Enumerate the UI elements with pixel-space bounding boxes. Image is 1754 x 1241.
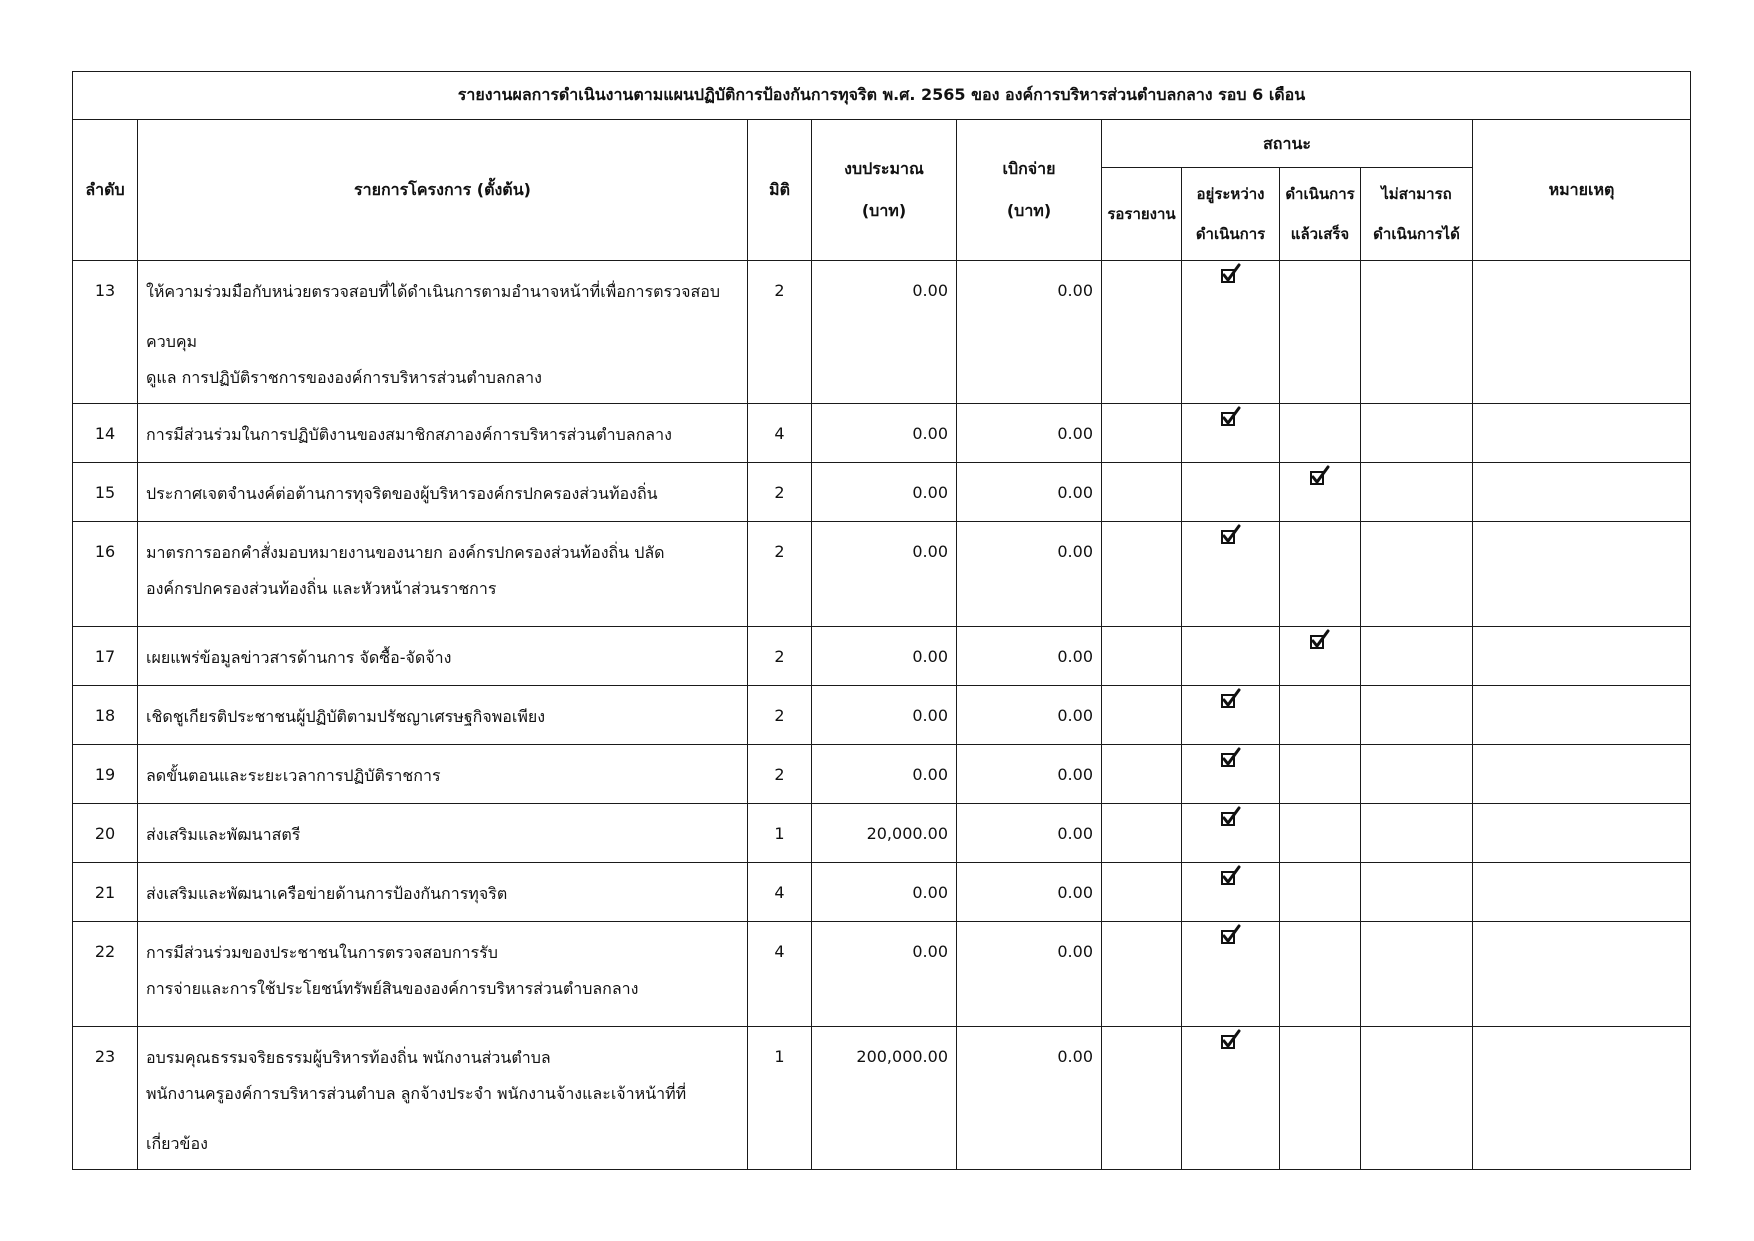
row-remarks — [1473, 686, 1691, 745]
row-project — [138, 463, 748, 522]
row-budget: 0.00 — [812, 261, 957, 404]
row-project — [138, 522, 748, 627]
row-status-in-progress — [1182, 686, 1280, 745]
row-status-done — [1280, 804, 1361, 863]
row-status-unable — [1361, 627, 1473, 686]
header-budget-line1: งบประมาณ — [844, 159, 924, 178]
table-row — [73, 1027, 1691, 1170]
row-spent: 0.00 — [957, 804, 1102, 863]
row-dimension: 1 — [748, 804, 812, 863]
header-dimension: มิติ — [748, 120, 812, 261]
table-row — [73, 922, 1691, 1027]
row-project-line: เชิดชูเกียรติประชาชนผู้ปฏิบัติตามปรัชญาเศรษฐกิจพอเพียง — [146, 707, 546, 726]
checkbox-checked-icon — [1220, 406, 1242, 428]
row-status-done — [1280, 463, 1361, 522]
row-project-line: การมีส่วนร่วมของประชาชนในการตรวจสอบการรับ — [146, 943, 498, 962]
row-project-line: ดูแล การปฏิบัติราชการขององค์การบริหารส่วนตำบลกลาง — [146, 368, 542, 387]
row-status-unable — [1361, 863, 1473, 922]
row-spent: 0.00 — [957, 261, 1102, 404]
row-project-line: องค์กรปกครองส่วนท้องถิ่น และหัวหน้าส่วนราชการ — [146, 579, 497, 598]
row-status-unable — [1361, 745, 1473, 804]
row-project — [138, 686, 748, 745]
row-dimension: 2 — [748, 463, 812, 522]
report-title: รายงานผลการดำเนินงานตามแผนปฏิบัติการป้องกันการทุจริต พ.ศ. 2565 ของ องค์การบริหารส่วนตำบลกลาง รอบ 6 เดือน — [73, 72, 1691, 120]
row-budget: 0.00 — [812, 686, 957, 745]
checkbox-checked-icon — [1220, 263, 1242, 285]
header-spent — [957, 120, 1102, 261]
row-spent: 0.00 — [957, 745, 1102, 804]
row-spent: 0.00 — [957, 404, 1102, 463]
row-project-line: ส่งเสริมและพัฒนาเครือข่ายด้านการป้องกันการทุจริต — [146, 884, 508, 903]
row-status-unable — [1361, 463, 1473, 522]
row-budget: 0.00 — [812, 404, 957, 463]
header-status-unable-line1: ไม่สามารถ — [1381, 185, 1452, 203]
row-budget: 0.00 — [812, 463, 957, 522]
row-dimension: 2 — [748, 627, 812, 686]
row-seq: 22 — [73, 922, 138, 1027]
row-project — [138, 261, 748, 404]
row-remarks — [1473, 922, 1691, 1027]
row-status-in-progress — [1182, 863, 1280, 922]
row-seq: 16 — [73, 522, 138, 627]
row-remarks — [1473, 863, 1691, 922]
row-dimension: 2 — [748, 686, 812, 745]
row-status-pending — [1102, 463, 1182, 522]
table-row — [73, 463, 1691, 522]
checkbox-checked-icon — [1309, 629, 1331, 651]
row-status-pending — [1102, 804, 1182, 863]
row-seq: 14 — [73, 404, 138, 463]
row-project-line: เผยแพร่ข้อมูลข่าวสารด้านการ จัดซื้อ-จัดจ้าง — [146, 648, 452, 667]
row-status-done — [1280, 745, 1361, 804]
row-status-pending — [1102, 922, 1182, 1027]
header-budget-line2: (บาท) — [861, 201, 907, 220]
row-status-pending — [1102, 522, 1182, 627]
header-status-pending: รอรายงาน — [1102, 168, 1182, 261]
row-status-pending — [1102, 745, 1182, 804]
row-status-unable — [1361, 922, 1473, 1027]
row-project-line: ประกาศเจตจำนงค์ต่อต้านการทุจริตของผู้บริหารองค์กรปกครองส่วนท้องถิ่น — [146, 484, 658, 503]
row-status-in-progress — [1182, 1027, 1280, 1170]
header-spent-line1: เบิกจ่าย — [1002, 159, 1056, 178]
row-status-done — [1280, 922, 1361, 1027]
header-status-in-progress-line1: อยู่ระหว่าง — [1196, 185, 1265, 203]
report-body — [73, 261, 1691, 1170]
row-status-pending — [1102, 686, 1182, 745]
table-row — [73, 863, 1691, 922]
header-status-in-progress-line2: ดำเนินการ — [1195, 225, 1266, 243]
row-budget: 0.00 — [812, 627, 957, 686]
row-dimension: 4 — [748, 922, 812, 1027]
row-status-in-progress — [1182, 463, 1280, 522]
checkbox-checked-icon — [1220, 924, 1242, 946]
checkbox-checked-icon — [1220, 524, 1242, 546]
row-project-line: พนักงานครูองค์การบริหารส่วนตำบล ลูกจ้างประจำ พนักงานจ้างและเจ้าหน้าที่ที่เกี่ยวข้อง — [146, 1084, 687, 1153]
row-project — [138, 627, 748, 686]
table-row — [73, 686, 1691, 745]
row-budget: 20,000.00 — [812, 804, 957, 863]
row-project-line: ลดขั้นตอนและระยะเวลาการปฏิบัติราชการ — [146, 766, 441, 785]
header-status-done-line1: ดำเนินการ — [1285, 185, 1355, 203]
row-status-pending — [1102, 627, 1182, 686]
row-status-done — [1280, 1027, 1361, 1170]
row-status-in-progress — [1182, 922, 1280, 1027]
row-project — [138, 863, 748, 922]
row-dimension: 2 — [748, 745, 812, 804]
row-status-unable — [1361, 1027, 1473, 1170]
row-status-done — [1280, 627, 1361, 686]
checkbox-checked-icon — [1220, 747, 1242, 769]
table-row — [73, 404, 1691, 463]
row-status-in-progress — [1182, 745, 1280, 804]
row-status-unable — [1361, 804, 1473, 863]
row-remarks — [1473, 627, 1691, 686]
row-status-in-progress — [1182, 404, 1280, 463]
row-project — [138, 804, 748, 863]
row-budget: 200,000.00 — [812, 1027, 957, 1170]
row-status-pending — [1102, 863, 1182, 922]
table-row — [73, 745, 1691, 804]
row-dimension: 4 — [748, 404, 812, 463]
row-remarks — [1473, 522, 1691, 627]
row-project-line: มาตรการออกคำสั่งมอบหมายงานของนายก องค์กรปกครองส่วนท้องถิ่น ปลัด — [146, 543, 665, 562]
row-spent: 0.00 — [957, 1027, 1102, 1170]
row-status-in-progress — [1182, 627, 1280, 686]
row-status-in-progress — [1182, 804, 1280, 863]
header-status-in-progress — [1182, 168, 1280, 261]
row-spent: 0.00 — [957, 627, 1102, 686]
row-status-pending — [1102, 404, 1182, 463]
row-seq: 23 — [73, 1027, 138, 1170]
row-spent: 0.00 — [957, 463, 1102, 522]
checkbox-checked-icon — [1220, 1029, 1242, 1051]
row-project — [138, 922, 748, 1027]
row-status-in-progress — [1182, 261, 1280, 404]
row-remarks — [1473, 745, 1691, 804]
row-status-unable — [1361, 522, 1473, 627]
header-status: สถานะ — [1102, 120, 1473, 168]
row-spent: 0.00 — [957, 522, 1102, 627]
row-dimension: 2 — [748, 261, 812, 404]
header-remarks: หมายเหตุ — [1473, 120, 1691, 261]
row-seq: 13 — [73, 261, 138, 404]
header-status-unable-line2: ดำเนินการได้ — [1373, 225, 1460, 243]
row-dimension: 1 — [748, 1027, 812, 1170]
row-status-done — [1280, 261, 1361, 404]
row-budget: 0.00 — [812, 863, 957, 922]
row-project — [138, 1027, 748, 1170]
report-sheet — [72, 71, 1690, 1170]
row-status-unable — [1361, 686, 1473, 745]
row-project — [138, 745, 748, 804]
row-project-line: ส่งเสริมและพัฒนาสตรี — [146, 825, 301, 844]
row-project-line: อบรมคุณธรรมจริยธรรมผู้บริหารท้องถิ่น พนักงานส่วนตำบล — [146, 1048, 551, 1067]
row-project — [138, 404, 748, 463]
row-seq: 15 — [73, 463, 138, 522]
row-status-done — [1280, 863, 1361, 922]
header-project: รายการโครงการ (ตั้งต้น) — [138, 120, 748, 261]
row-dimension: 4 — [748, 863, 812, 922]
row-seq: 20 — [73, 804, 138, 863]
row-project-line: การจ่ายและการใช้ประโยชน์ทรัพย์สินขององค์การบริหารส่วนตำบลกลาง — [146, 979, 639, 998]
header-budget — [812, 120, 957, 261]
row-status-done — [1280, 404, 1361, 463]
row-seq: 18 — [73, 686, 138, 745]
table-row — [73, 804, 1691, 863]
row-status-pending — [1102, 1027, 1182, 1170]
header-status-unable — [1361, 168, 1473, 261]
row-status-in-progress — [1182, 522, 1280, 627]
row-spent: 0.00 — [957, 922, 1102, 1027]
row-spent: 0.00 — [957, 863, 1102, 922]
row-seq: 17 — [73, 627, 138, 686]
row-dimension: 2 — [748, 522, 812, 627]
header-status-done-line2: แล้วเสร็จ — [1290, 225, 1350, 243]
row-remarks — [1473, 261, 1691, 404]
row-remarks — [1473, 404, 1691, 463]
header-spent-line2: (บาท) — [1006, 201, 1052, 220]
row-project-line: ให้ความร่วมมือกับหน่วยตรวจสอบที่ได้ดำเนินการตามอำนาจหน้าที่เพื่อการตรวจสอบควบคุม — [146, 282, 720, 351]
row-seq: 21 — [73, 863, 138, 922]
row-status-unable — [1361, 261, 1473, 404]
report-table — [72, 71, 1691, 1170]
row-status-pending — [1102, 261, 1182, 404]
row-seq: 19 — [73, 745, 138, 804]
row-project-line: การมีส่วนร่วมในการปฏิบัติงานของสมาชิกสภาองค์การบริหารส่วนตำบลกลาง — [146, 425, 672, 444]
row-remarks — [1473, 804, 1691, 863]
checkbox-checked-icon — [1220, 806, 1242, 828]
row-status-done — [1280, 522, 1361, 627]
header-status-done — [1280, 168, 1361, 261]
checkbox-checked-icon — [1309, 465, 1331, 487]
row-status-done — [1280, 686, 1361, 745]
row-budget: 0.00 — [812, 922, 957, 1027]
row-budget: 0.00 — [812, 522, 957, 627]
table-row — [73, 627, 1691, 686]
row-budget: 0.00 — [812, 745, 957, 804]
row-status-unable — [1361, 404, 1473, 463]
row-remarks — [1473, 1027, 1691, 1170]
checkbox-checked-icon — [1220, 865, 1242, 887]
row-remarks — [1473, 463, 1691, 522]
checkbox-checked-icon — [1220, 688, 1242, 710]
row-spent: 0.00 — [957, 686, 1102, 745]
table-row — [73, 522, 1691, 627]
table-row — [73, 261, 1691, 404]
header-seq: ลำดับ — [73, 120, 138, 261]
